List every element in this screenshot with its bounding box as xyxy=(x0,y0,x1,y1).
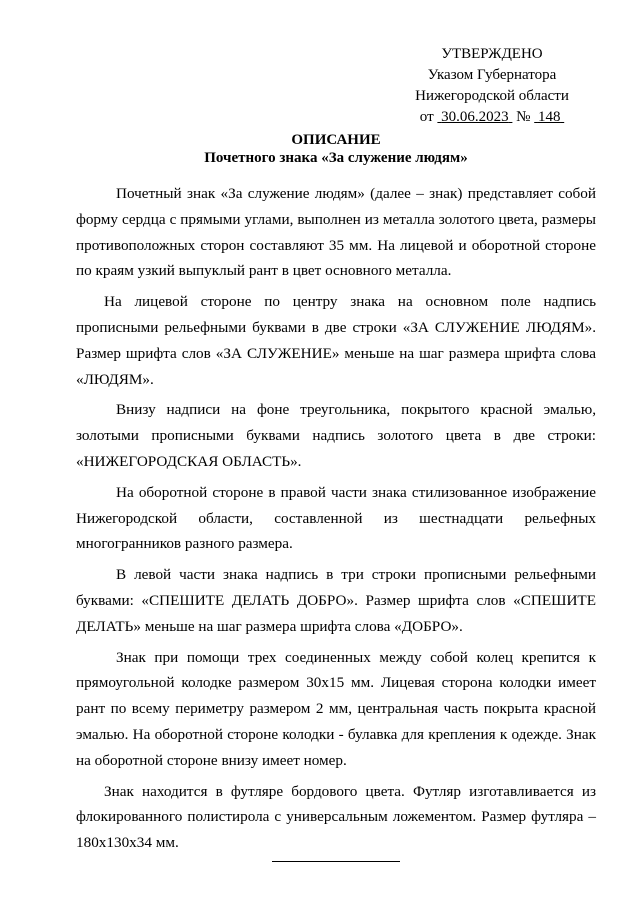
number-label: № xyxy=(516,109,531,125)
document-body xyxy=(76,181,596,861)
from-label: от xyxy=(419,109,434,125)
decree-number: 148 xyxy=(537,109,561,125)
approval-stamp xyxy=(392,44,592,128)
closing-rule xyxy=(272,861,400,862)
approval-status: УТВЕРЖДЕНО xyxy=(441,46,543,62)
approval-decree: Указом Губернатора xyxy=(427,67,557,83)
paragraph-case: Знак находится в футляре бордового цвета. Футляр изготавливается из флокированного полистирола с универсальным ложементом. Размер футляра – 180х130х34 мм. xyxy=(76,782,596,852)
approval-region: Нижегородской области xyxy=(415,88,569,104)
document-title-block xyxy=(76,131,596,167)
paragraph-reverse-side: На оборотной стороне в правой части знака стилизованное изображение Нижегородской области, составленной из шестнадцати рельефных многогранников разного размера. xyxy=(76,483,596,553)
approval-date-number xyxy=(392,107,592,128)
paragraph-general: Почетный знак «За служение людям» (далее – знак) представляет собой форму сердца с прямыми углами, выполнен из металла золотого цвета, размеры противоположных сторон составляют 35 мм. На лицевой и оборотной стороне по краям узкий выпуклый рант в цвет основного металла. xyxy=(76,185,596,280)
paragraph-triangle: Внизу надписи на фоне треугольника, покрытого красной эмалью, золотыми прописными буквами надпись золотого цвета в две строки: «НИЖЕГОРОДСКАЯ ОБЛАСТЬ». xyxy=(76,401,596,470)
paragraph-front-side: На лицевой стороне по центру знака на основном поле надпись прописными рельефными буквами в две строки «ЗА СЛУЖЕНИЕ ЛЮДЯМ». Размер шрифта слов «ЗА СЛУЖЕНИЕ» меньше на шаг размера шрифта слова «ЛЮДЯМ». xyxy=(76,293,596,388)
paragraph-mount: Знак при помощи трех соединенных между собой колец крепится к прямоугольной колодке размером 30х15 мм. Лицевая сторона колодки имеет рант по всему периметру размером 2 мм, центральная часть покрыта красной эмалью. На оборотной стороне колодки - булавка для крепления к одежде. Знак на оборотной стороне внизу имеет номер. xyxy=(76,648,596,769)
document-heading: ОПИСАНИЕ xyxy=(291,132,381,148)
paragraph-left-inscription: В левой части знака надпись в три строки прописными рельефными буквами: «СПЕШИТЕ ДЕЛАТЬ ДОБРО». Размер шрифта слов «СПЕШИТЕ ДЕЛАТЬ» меньше на шаг размера шрифта слова «ДОБРО». xyxy=(76,566,596,635)
document-subheading: Почетного знака «За служение людям» xyxy=(204,150,468,166)
decree-date: 30.06.2023 xyxy=(441,109,509,125)
